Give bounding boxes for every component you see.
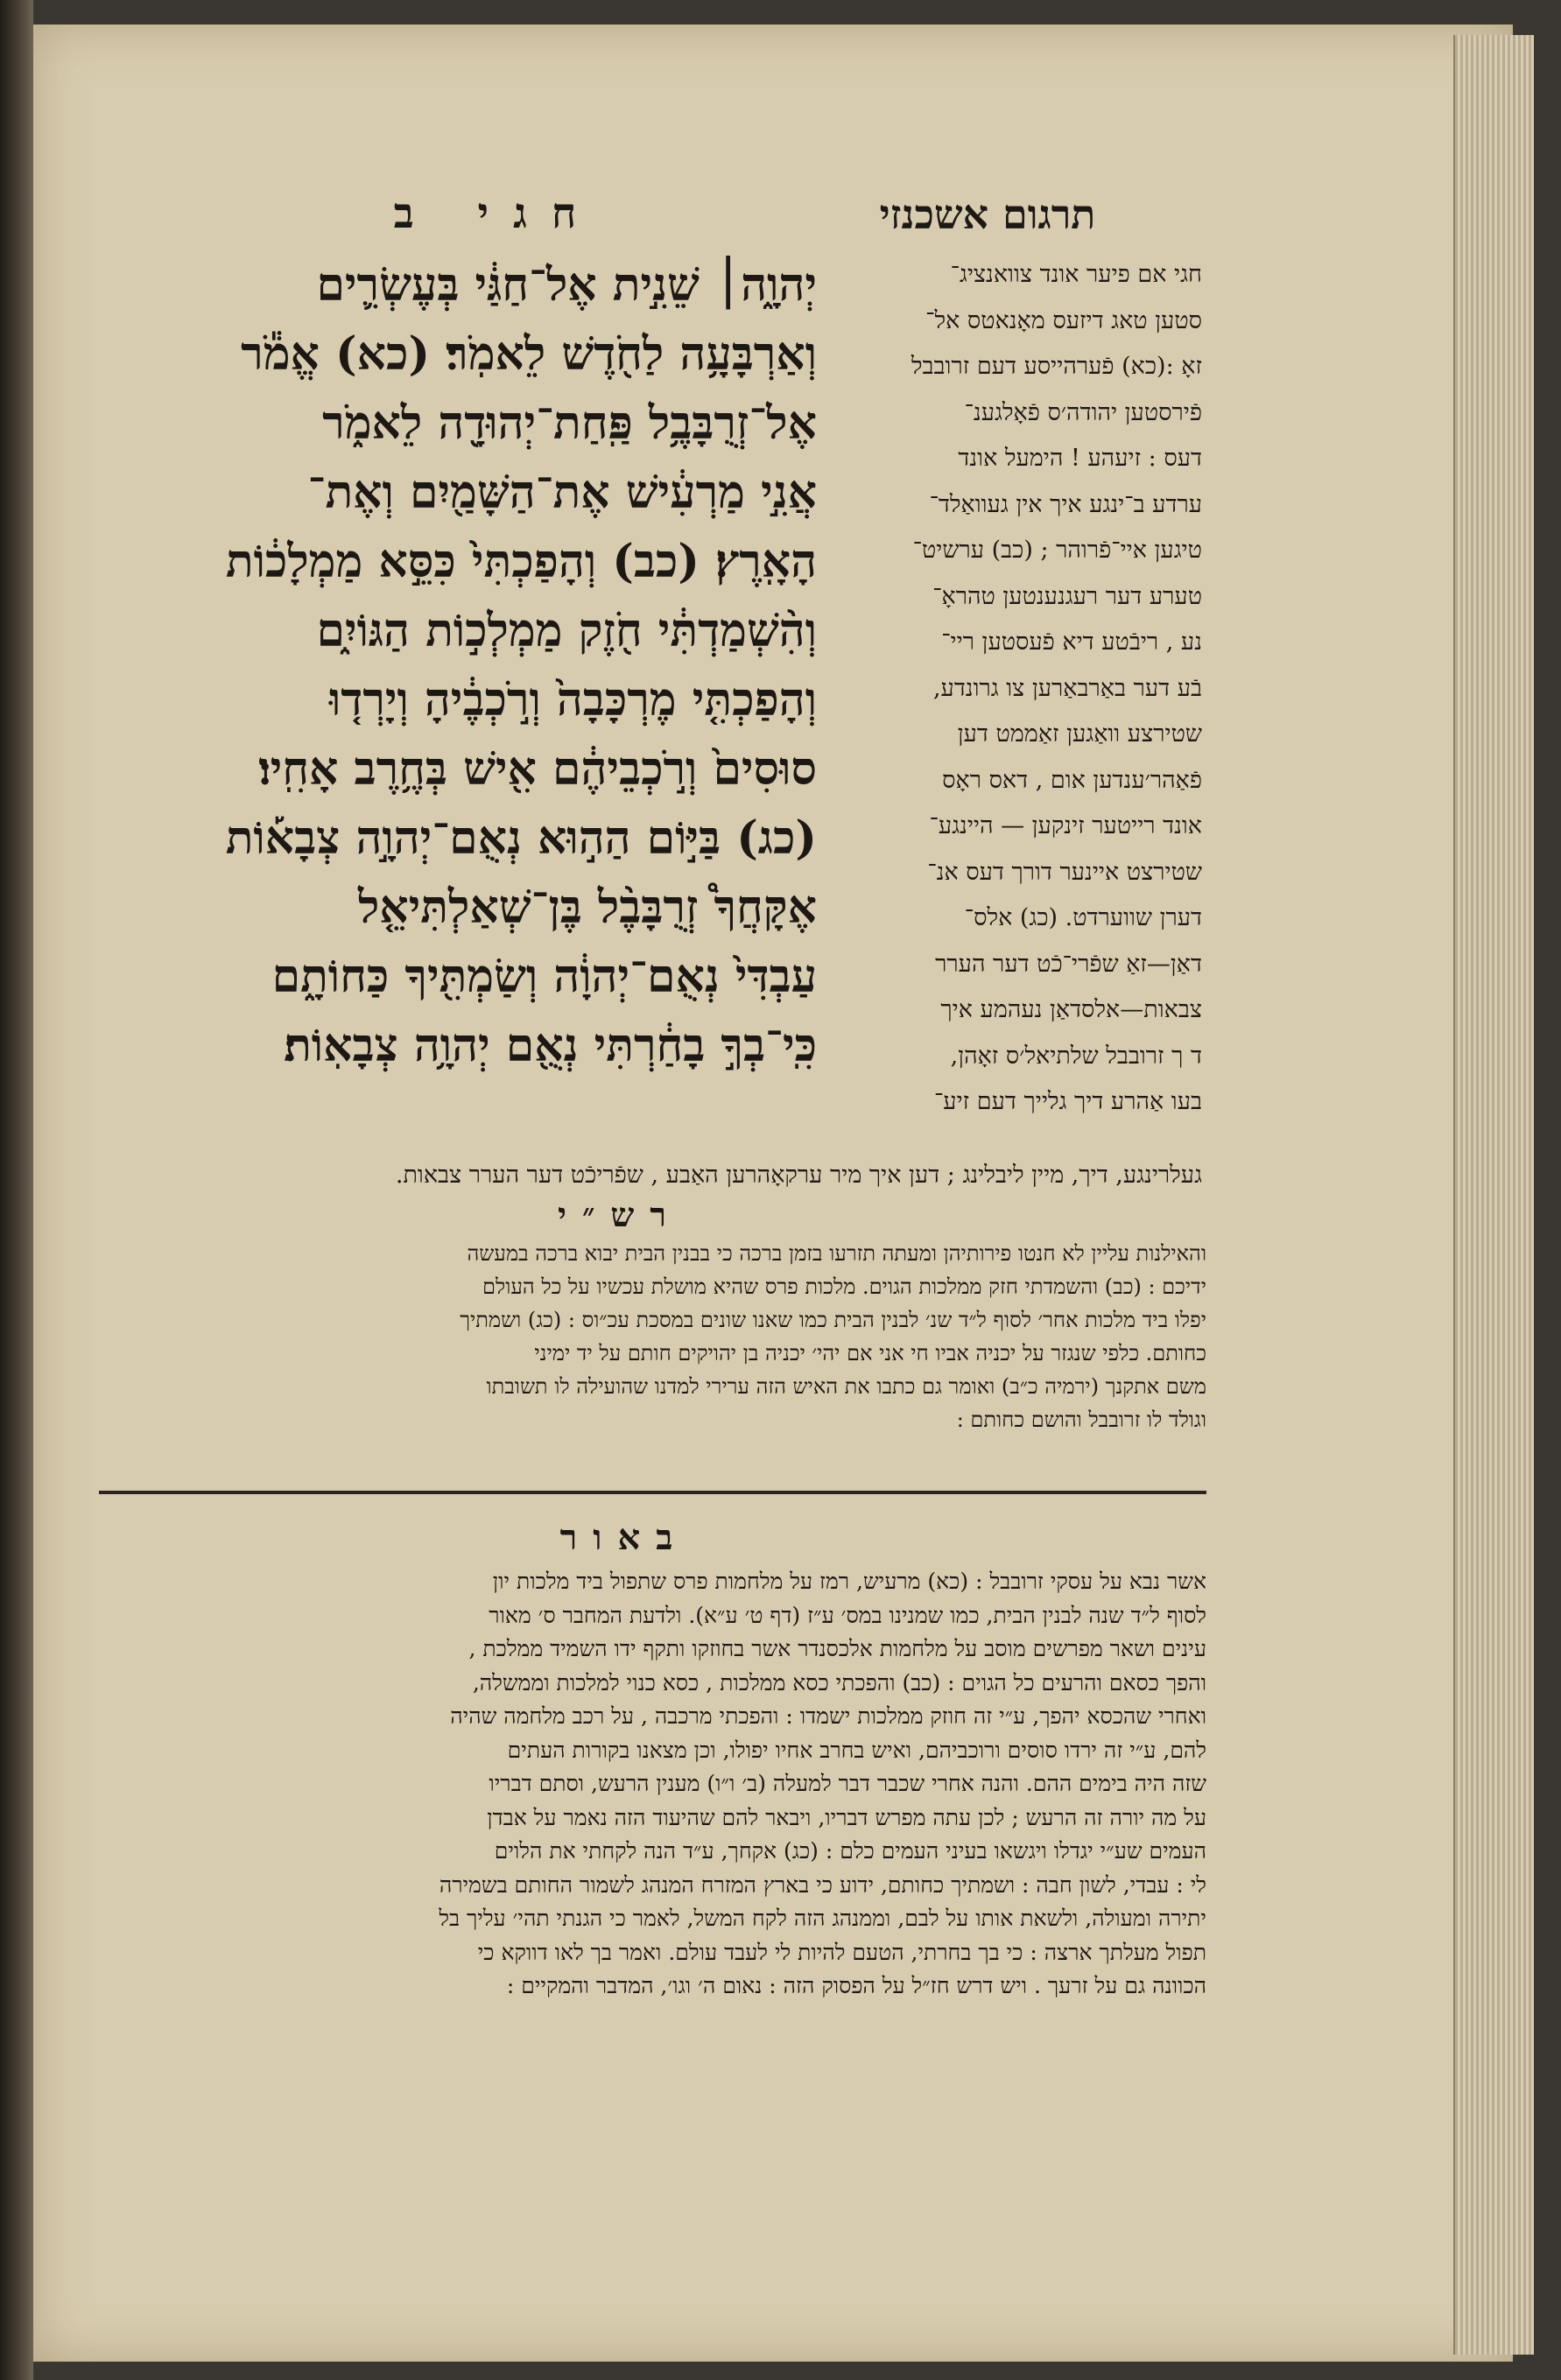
rashi-line: כחותם. כלפי שנגזר על יכניה אביו חי אני אם יהי׳ יכניה בן יהויקים חותם על יד ימיני: [534, 1341, 1206, 1366]
biur-line: והפך כסאם והרעים כל הגוים : (כב) והפכתי כסא ממלכות , כסא כנוי למלכות וממשלה,: [472, 1669, 1206, 1695]
rashi-section-title: רש״י: [558, 1195, 682, 1234]
targum-line: שטירצט איינער דורך דעס אנ־: [927, 858, 1202, 886]
rashi-line: ידיכם : (כב) והשמדתי חזק ממלכות הגוים. מלכות פרס שהיא מושלת עכשיו על כל העולם: [482, 1274, 1206, 1299]
targum-line: שטירצע וואַגען זאַממט דען: [957, 720, 1202, 748]
biur-line: לי : עבדי, לשון חבה : ושמתיך כחותם, ידוע כי בארץ המזרח המנהג לשמור החותם בשמירה: [439, 1871, 1206, 1898]
hebrew-verses-column: [95, 250, 817, 1161]
verse-line: סוּסִים֙ וְרֹ֣כְבֵיהֶ֔ם אִ֖ישׁ בְּחֶ֥רֶב אָחִֽיו׃: [258, 742, 817, 796]
biur-line: עינים ושאר מפרשים מוסב על מלחמות אלכסנדר אשר בחוזקו ותקף ידו השמיד ממלכת ,: [468, 1636, 1206, 1661]
biur-section-title: באור: [559, 1517, 689, 1558]
targum-line: טיגען איי־פֿרוהר ; (כב) ערשיט־: [912, 537, 1202, 564]
biur-line: לסוף ל״ד שנה לבנין הבית, כמו שמנינו במס׳ ע״ז (דף ט׳ ע״א). ולדעת המחבר ס׳ מאור: [489, 1602, 1206, 1628]
targum-line: דערן שווערדט. (כג) אלס־: [964, 904, 1202, 931]
book-spine-left: [0, 0, 33, 2380]
biur-commentary: [86, 1565, 1206, 2082]
rashi-commentary: [90, 1237, 1206, 1478]
rashi-line: משם אתקנך (ירמיה כ״ב) ואומר גם כתבו את האיש הזה ערירי למדנו שהועילה לו תשובתו: [486, 1374, 1206, 1399]
targum-column: [826, 252, 1202, 1180]
biur-line: שזה היה בימים ההם. והנה אחרי שכבר דבר למעלה (ב׳ ו״ו) מענין הרעש, וסתם דבריו: [489, 1771, 1206, 1796]
verse-line: כִּֽי־בְךָ֣ בָחַ֔רְתִּי נְאֻ֖ם יְהוָ֥ה צְבָאֽוֹת׃: [284, 1019, 817, 1072]
targum-line: סטען טאג דיזעס מאָנאטס אל־: [925, 306, 1202, 334]
book-page: [33, 25, 1513, 2362]
verse-line: וְאַרְבָּעָ֥ה לַחֹ֖דֶשׁ לֵאמֹֽר׃ (כא) אֱמֹ֕ר: [241, 327, 817, 381]
targum-line: חגי אם פיער אונד צוואנציג־: [950, 261, 1202, 288]
verse-line: הָאָֽרֶץ׃ (כב) וְהָפַכְתִּי֙ כִּסֵּ֣א מַמְלָכ֔וֹת: [225, 535, 817, 588]
biur-line: להם, ע״י זה ירדו סוסים ורוכביהם, ואיש בחרב אחיו יפולו, וכן מצאנו בקורות העתים: [507, 1737, 1206, 1763]
biur-line: אשר נבא על עסקי זרובבל : (כא) מרעיש, רמז על מלחמות פרס שתפול ביד מלכות יון: [492, 1569, 1206, 1594]
biur-line: הכוונה גם על זרעך . ויש דרש חז״ל על הפסוק הזה : נאום ה׳ וגו׳, המדבר והמקיים :: [506, 1973, 1206, 1998]
targum-line: פֿירסטען יהודה׳ס פֿאָלגענ־: [964, 398, 1202, 426]
biur-line: תפול מעלתך ארצה : כי בך בחרתי, הטעם להיות לי לעבד עולם. ואמר בך לאו דווקא כי: [477, 1939, 1206, 1965]
rashi-line: וגולד לו זרובבל והושם כחותם :: [956, 1408, 1206, 1432]
biur-line: ואחרי שהכסא יהפך, ע״י זה חוזק ממלכות ישמדו : והפכתי מרכבה , על רכב מלחמה שהיה: [450, 1703, 1206, 1729]
targum-line: דאַן—זאַ שפֿרי־כֿט דער הערר: [935, 950, 1202, 978]
targum-tail-line: געלרינגע, דיך, מיין ליבלינג ; דען איך מיר ערקאָהרען האַבע , שפֿריכֿט דער הערר צבאות.: [395, 1162, 1202, 1189]
biur-line: יתירה ומעולה, ולשאת אותו על לבם, וממנהג הזה לקח המשל, לאמר כי הגנתי תהי׳ עליך בל: [439, 1906, 1206, 1931]
targum-line: ד ך זרובבל שלתיאל׳ס זאָהן,: [950, 1042, 1202, 1070]
targum-line: אונד רייטער זינקען — היינגע־: [929, 812, 1202, 839]
rashi-line: והאילנות עליין לא חנטו פירותיהן ומעתה תזרעו בזמן ברכה כי בבנין הבית יבוא ברכה במעשה: [467, 1241, 1206, 1266]
targum-line: טערע דער רעגנענטען טהראָ־: [932, 582, 1202, 610]
targum-line: זאָ :(כא) פֿערהייסע דעם זרובבל: [911, 353, 1202, 380]
biur-line: על מה יורה זה הרעש ; לכן עתה מפרש דבריו, ויבאר להם שהיעוד הזה נאמר על אבדן: [487, 1804, 1206, 1830]
verse-line: עַבְדִּי֙ נְאֻם־יְהוָ֔ה וְשַׂמְתִּ֖יךָ כַּחוֹתָ֑ם: [271, 950, 817, 1003]
targum-line: בעו אַהרע דיך גלייך דעם זיע־: [933, 1088, 1202, 1115]
book-page-edges: [1453, 35, 1534, 2355]
targum-line: נע , ריבֿטע דיא פֿעסטען ריי־: [941, 628, 1202, 656]
targum-line: פֿאַהר׳ענדען אום , דאס ראָס: [942, 766, 1202, 794]
verse-line: אֶל־זְרֻבָּבֶ֥ל פַּֽחַת־יְהוּדָ֖ה לֵאמֹ֑ר: [322, 397, 817, 450]
verse-line: וְהָפַכְתִּ֤י מֶרְכָּבָה֙ וְרֹ֣כְבֶ֔יהָ וְיָרְד֤וּ: [329, 673, 817, 727]
rashi-line: יפלו ביד מלכות אחר׳ לסוף ל״ד שנ׳ לבנין הבית כמו שאנו שונים במסכת עכ״וס : (כג) ושמתיך: [460, 1308, 1206, 1332]
targum-line: דעס : זיעהע ! הימעל אונד: [958, 445, 1202, 472]
verse-line: אֶקָּחֲךָ֩ זְרֻבָּבֶ֨ל בֶּן־שְׁאַלְתִּיאֵ֤ל: [357, 881, 817, 934]
verse-line: אֲנִ֣י מַרְעִ֔ישׁ אֶת־הַשָּׁמַ֖יִם וְאֶת־: [307, 466, 817, 519]
targum-line: צבאות—אלסדאַן נעהמע איך: [940, 996, 1202, 1023]
targum-line: ערדע ב־ינגע איך אין געוואַלד־: [929, 490, 1202, 518]
book-header-title: חגי ב: [393, 189, 601, 238]
verse-line: יְהוָ֑ה׀ שֵׁנִ֣ית אֶל־חַגַּ֔י בְּעֶשְׂרִ֛ים: [316, 258, 817, 312]
section-divider: [99, 1491, 1206, 1494]
verse-line: וְהִ֨שְׁמַדְתִּ֔י חֹ֖זֶק מַמְלְכ֣וֹת הַגּוֹיִ֑ם: [316, 604, 817, 657]
biur-line: העמים שע״י יגדלו ויגשאו בעיני העמים כלם : (כג) אקחך, ע״ד הנה לקחתי את הלוים: [494, 1838, 1206, 1864]
targum-line: בֿע דער באַרבאַרען צו גרונדע,: [932, 674, 1202, 702]
targum-header-title: תרגום אשכנזי: [879, 191, 1096, 238]
verse-line: (כג) בַּיּ֣וֹם הַה֣וּא נְאֻם־יְהוָ֣ה צְבָא֡וֹת: [225, 811, 817, 865]
